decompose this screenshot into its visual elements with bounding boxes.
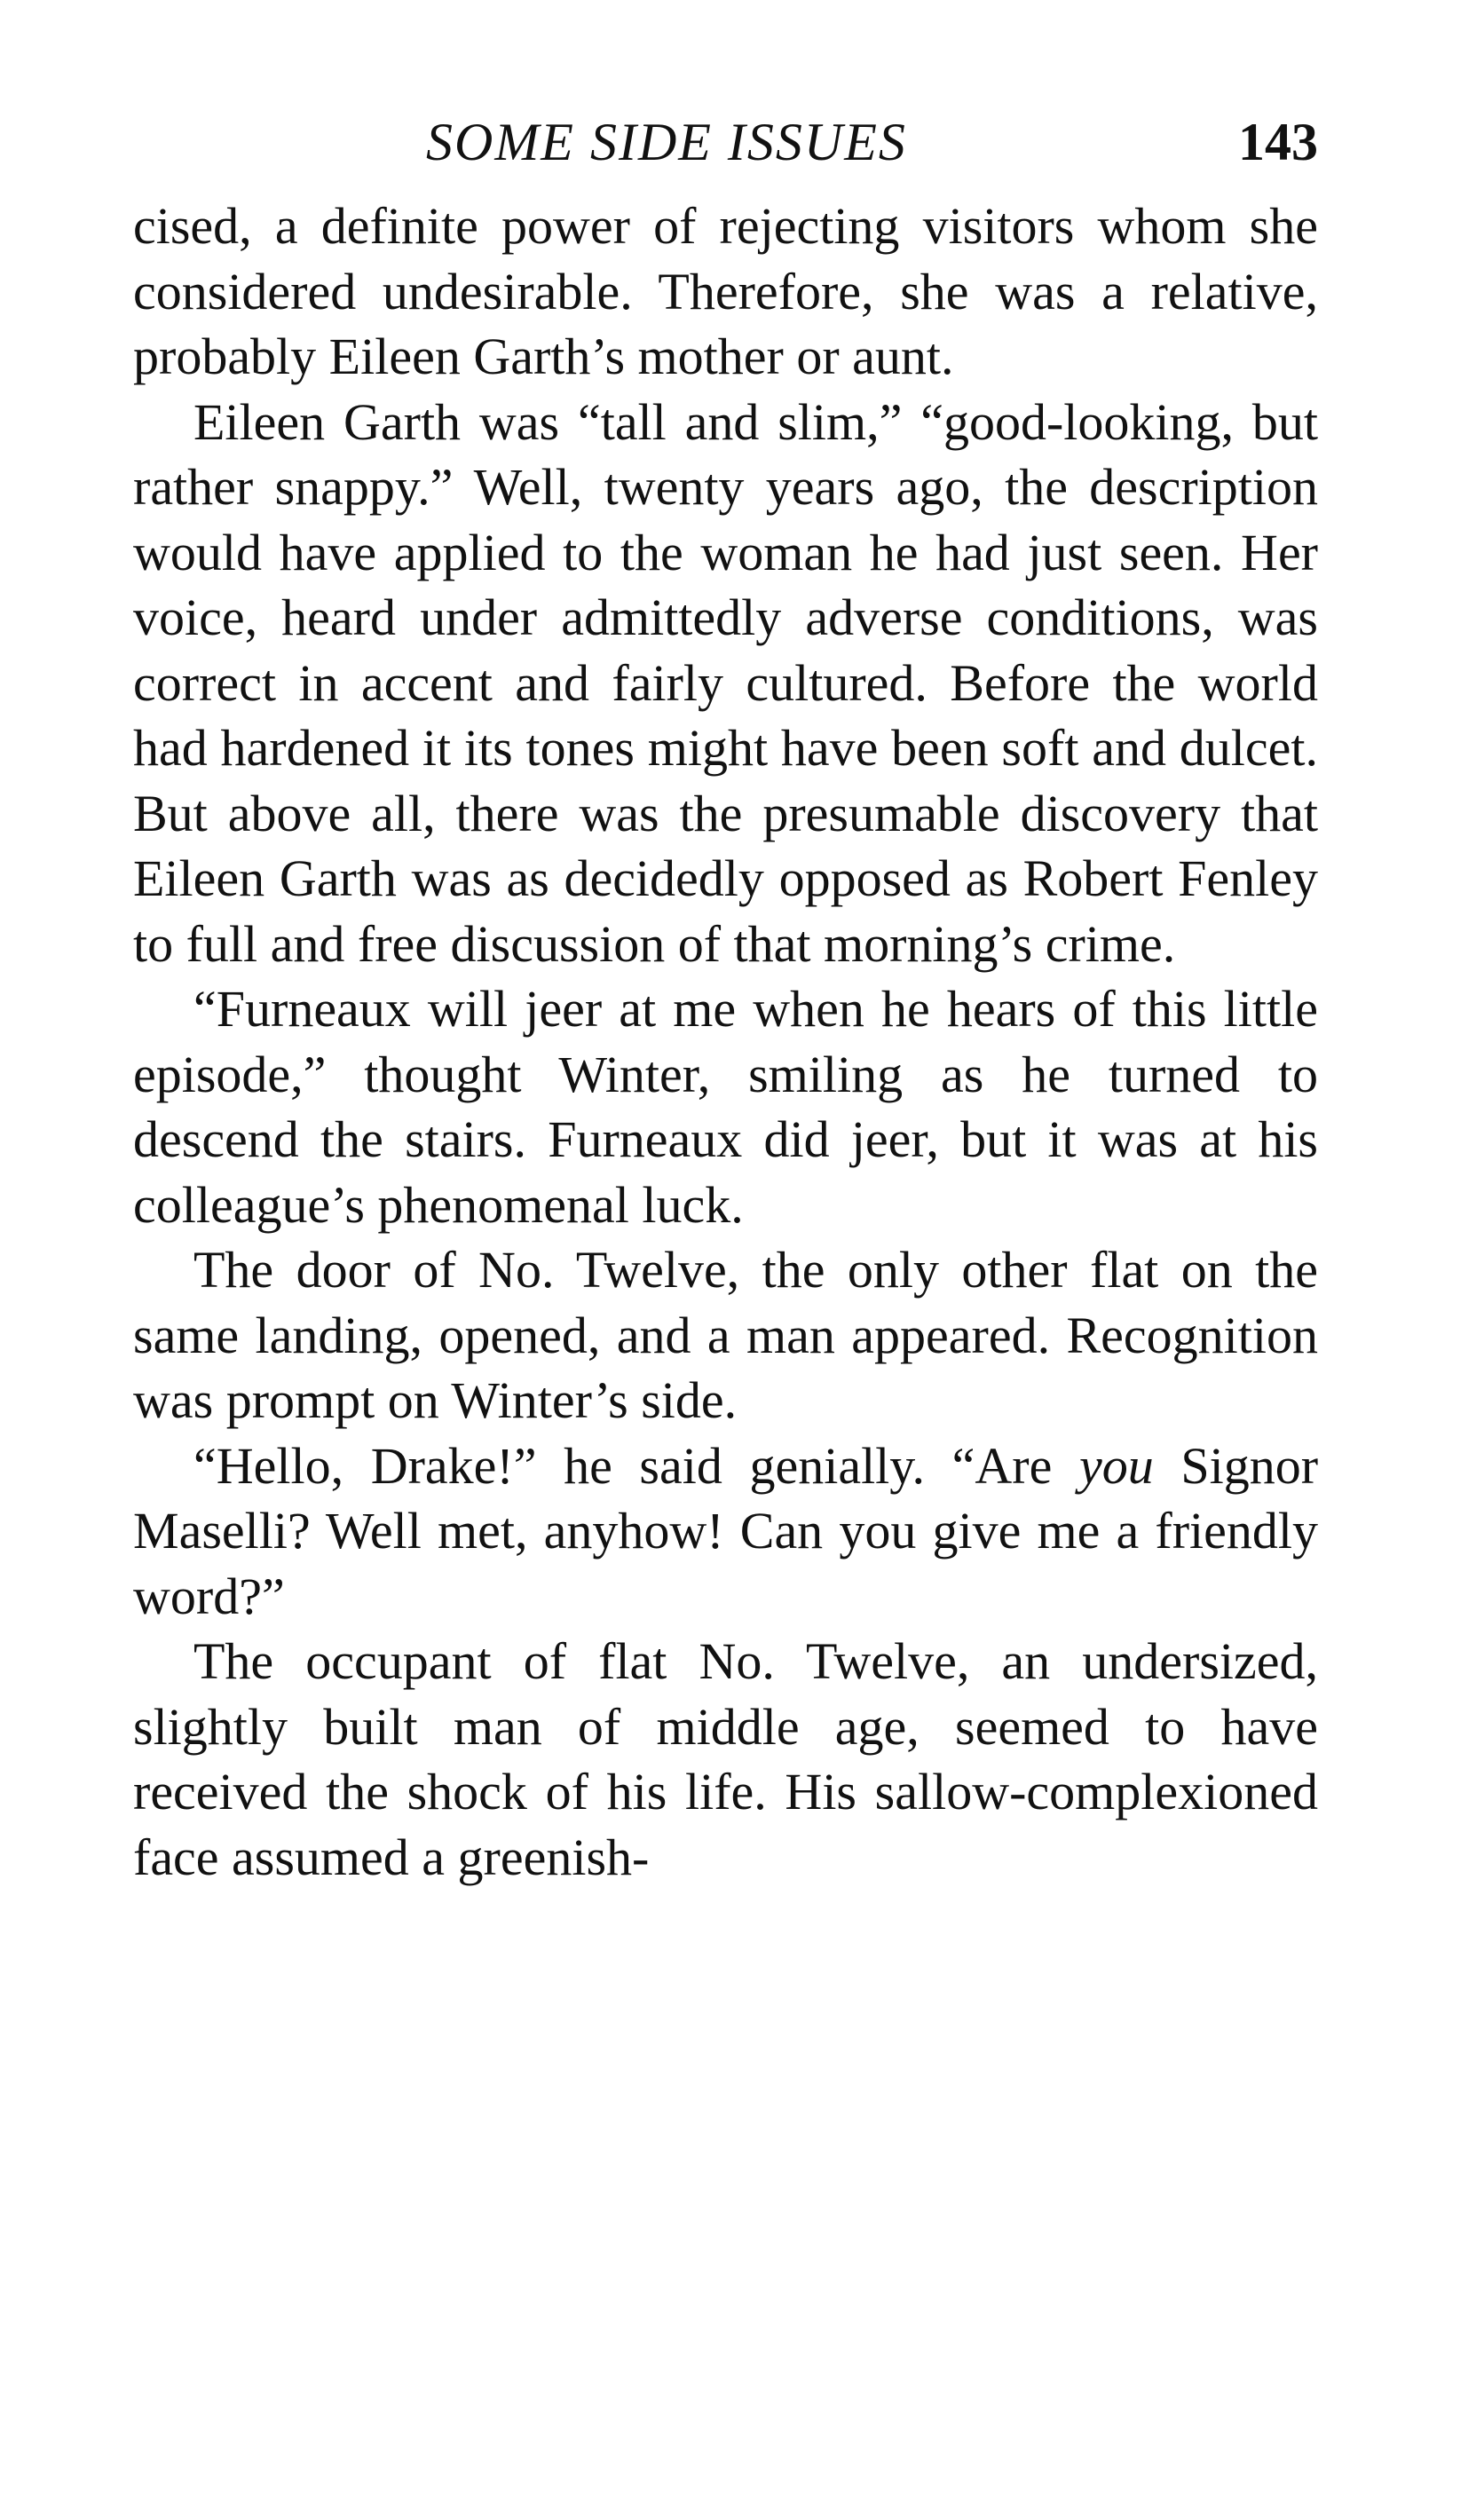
dialogue-part-2: Signor Maselli? Well met, anyhow! Can you give me a friendly word?” <box>133 1436 1319 1625</box>
paragraph-occupant: The occupant of flat No. Twelve, an undersized, slightly built man of middle age, seemed to have received the shock of his life. His sallow-complexioned face assumed a greenish- <box>133 1632 1318 1886</box>
dialogue-emphasis: you <box>1078 1436 1154 1495</box>
paragraph-furneaux: “Furneaux will jeer at me when he hears of this little episode,” thought Winter, smiling as he turned to descend the stairs. Furneaux did jeer, but it was at his colleague’s phenomenal luck. <box>133 980 1318 1234</box>
paragraph-eileen-garth: Eileen Garth was “tall and slim,” “good-looking, but rather snappy.” Well, twenty years ago, the description would have applied to the woman he had just seen. Her voice, heard under admittedly adverse conditions, was correct in accent and fairly cultured. Before the world had hardened it its tones might have been soft and dulcet. But above all, there was the presumable discovery that Eileen Garth was as decidedly opposed as Robert Fenley to full and free discussion of that morning’s crime. <box>133 392 1318 973</box>
paragraph-door-no-twelve: The door of No. Twelve, the only other flat on the same landing, opened, and a man appeared. Recognition was prompt on Winter’s side. <box>133 1241 1318 1429</box>
book-page <box>133 107 1318 1890</box>
paragraph-dialogue <box>133 1433 1318 1630</box>
page-number: 143 <box>1238 113 1318 171</box>
dialogue-part-1: “Hello, Drake!” he said genially. “Are <box>193 1436 1079 1495</box>
body-text <box>133 193 1318 1890</box>
running-head <box>133 107 1318 178</box>
paragraph-continuation: cised, a definite power of rejecting visitors whom she considered undesirable. Therefore, she was a relative, probably Eileen Garth’s mother or aunt. <box>133 197 1318 385</box>
running-title: SOME SIDE ISSUES <box>426 113 907 171</box>
